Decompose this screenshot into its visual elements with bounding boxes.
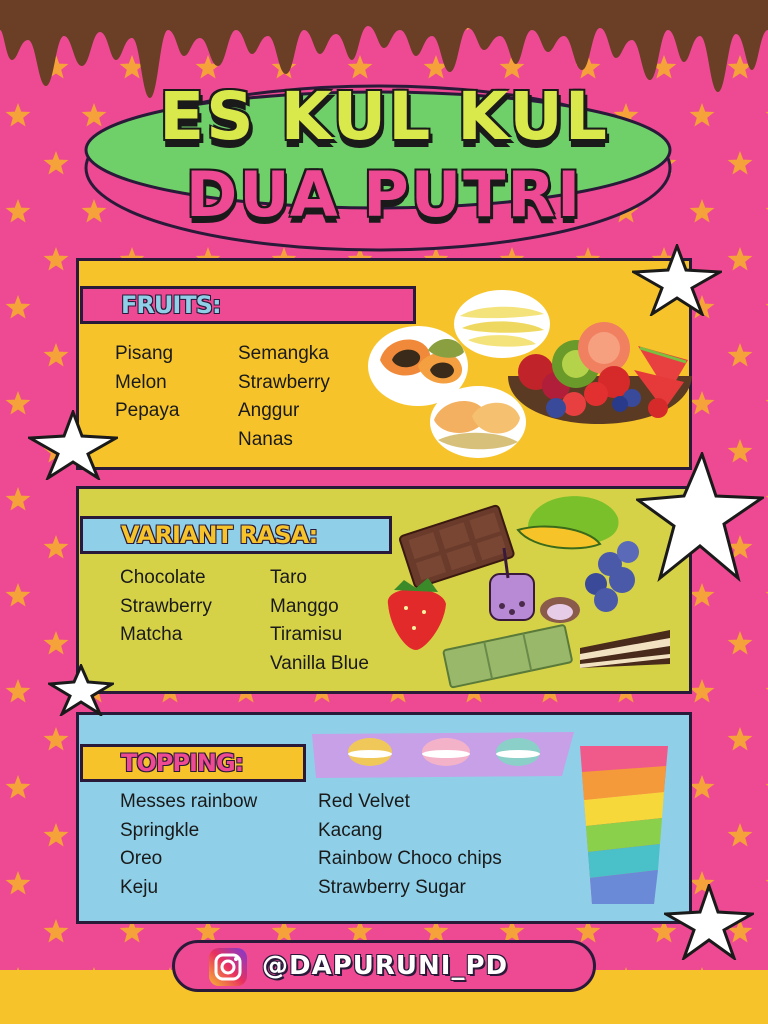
variant-rasa-list-col1: [120, 564, 212, 650]
list-item: Pisang: [115, 343, 174, 364]
list-item: Melon: [115, 371, 167, 393]
list-item: Vanilla Blue: [270, 652, 369, 674]
background-star: [690, 679, 715, 703]
background-star: [6, 775, 31, 799]
list-item: Strawberry: [238, 371, 330, 393]
background-star: [44, 823, 69, 847]
white-star-decoration: [632, 244, 722, 316]
background-star: [728, 727, 753, 751]
title-line-2: DUA PUTRI: [185, 158, 583, 231]
background-star: [6, 679, 31, 703]
background-star: [44, 535, 69, 559]
list-item: Springkle: [120, 819, 200, 841]
list-item: Semangka: [238, 343, 329, 364]
background-star: [690, 583, 715, 607]
background-star: [6, 583, 31, 607]
white-star-decoration: [636, 452, 764, 582]
variant-rasa-list-col2: [270, 564, 369, 678]
fruits-label: FRUITS:: [80, 286, 416, 324]
variant-rasa-label: VARIANT RASA:: [80, 516, 392, 554]
background-star: [728, 823, 753, 847]
title-area: [0, 0, 768, 260]
topping-list-col1: [120, 788, 257, 902]
fruits-list-col2: [238, 340, 330, 454]
list-item: Red Velvet: [318, 791, 410, 812]
list-item: Strawberry: [120, 595, 212, 617]
topping-list-col2: [318, 788, 502, 902]
list-item: Matcha: [120, 624, 183, 645]
instagram-icon[interactable]: [208, 947, 248, 987]
white-star-decoration: [28, 410, 118, 480]
list-item: Tiramisu: [270, 624, 343, 645]
list-item: Chocolate: [120, 567, 206, 588]
rainbow-kulkul-illustration: [578, 744, 670, 906]
title-line-1: ES KUL KUL: [159, 78, 609, 155]
list-item: Pepaya: [115, 400, 180, 421]
list-item: Kacang: [318, 819, 383, 841]
background-star: [6, 391, 31, 415]
list-item: Anggur: [238, 400, 300, 421]
background-star: [44, 727, 69, 751]
list-item: Nanas: [238, 428, 293, 450]
list-item: Taro: [270, 567, 307, 588]
background-star: [44, 631, 69, 655]
background-star: [6, 871, 31, 895]
white-star-decoration: [664, 884, 754, 960]
macaron-strip-illustration: [312, 728, 574, 780]
list-item: Messes rainbow: [120, 791, 258, 812]
fruit-bowl-illustration: [368, 290, 700, 466]
background-star: [44, 919, 69, 943]
background-star: [6, 295, 31, 319]
background-star: [690, 775, 715, 799]
background-star: [44, 343, 69, 367]
background-star: [728, 631, 753, 655]
list-item: Strawberry Sugar: [318, 876, 466, 898]
background-star: [728, 343, 753, 367]
fruits-list-col1: [115, 340, 179, 426]
list-item: Keju: [120, 876, 159, 898]
list-item: Manggo: [270, 595, 339, 617]
topping-label: TOPPING:: [80, 744, 306, 782]
white-star-decoration: [48, 664, 114, 716]
social-handle-text[interactable]: @DAPURUNI_PD: [262, 951, 509, 981]
list-item: Oreo: [120, 848, 163, 869]
background-star: [6, 487, 31, 511]
list-item: Rainbow Choco chips: [318, 848, 502, 869]
